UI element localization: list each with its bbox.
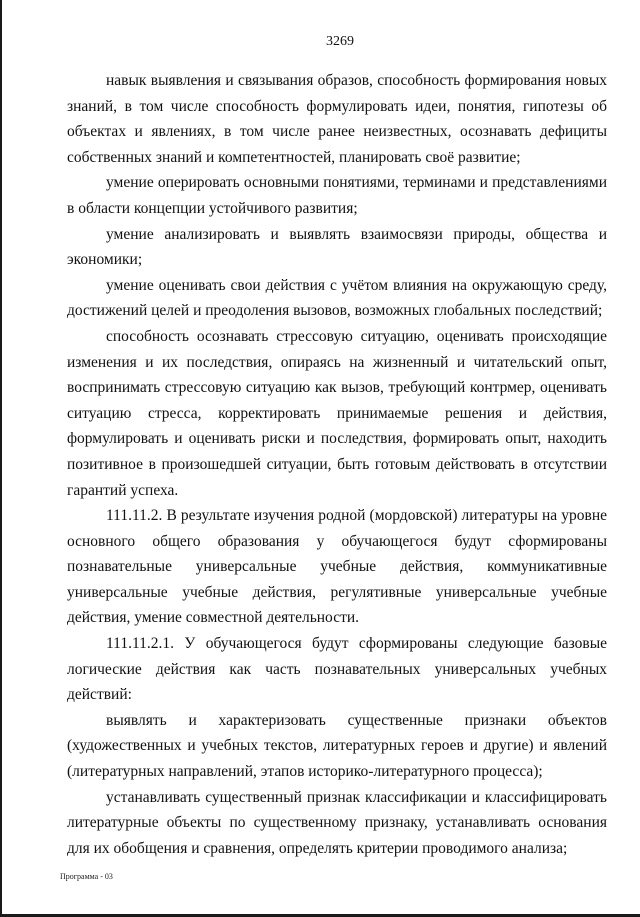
- body-text: [67, 68, 607, 861]
- page-left-edge: [0, 0, 2, 917]
- paragraph: умение оперировать основными понятиями, терминами и представлениями в области концепции устойчивого развития;: [67, 174, 607, 217]
- page-number: 3269: [326, 34, 354, 49]
- paragraph: умение оценивать свои действия с учётом влияния на окружающую среду, достижений целей и преодоления вызовов, возможных глобальных последствий;: [67, 276, 607, 320]
- paragraph: устанавливать существенный признак классификации и классифицировать литературные объекты по существенному признаку, устанавливать основания для их обобщения и сравнения, определять критерии проводимого анализа;: [67, 788, 607, 857]
- paragraph: способность осознавать стрессовую ситуацию, оценивать происходящие изменения и их последствия, опираясь на жизненный и читательский опыт, воспринимать стрессовую ситуацию как вызов, требующий контрмер, оценивать ситуацию стресса, корректировать принимаемые решения и действия, формулировать и оценивать риски и последствия, формировать опыт, находить позитивное в произошедшей ситуации, быть готовым действовать в отсутствии гарантий успеха.: [67, 327, 607, 499]
- paragraph: выявлять и характеризовать существенные признаки объектов (художественных и учебных текстов, литературных героев и другие) и явлений (литературных направлений, этапов историко-литературного процесса);: [67, 711, 607, 781]
- footer-label: Программа - 03: [60, 872, 113, 881]
- paragraph: умение анализировать и выявлять взаимосвязи природы, общества и экономики;: [67, 225, 607, 269]
- paragraph: 111.11.2.1. У обучающегося будут сформированы следующие базовые логические действия как часть познавательных универсальных учебных действий:: [67, 635, 607, 704]
- paragraph: 111.11.2. В результате изучения родной (мордовской) литературы на уровне основного общего образования у обучающегося будут сформированы познавательные универсальные учебные действия, коммуникативные универсальные учебные действия, регулятивные универсальные учебные действия, умение совместной деятельности.: [67, 507, 607, 627]
- paragraph: навык выявления и связывания образов, способность формирования новых знаний, в том числе способность формулировать идеи, понятия, гипотезы об объектах и явлениях, в том числе ранее неизвестных, осознавать дефициты собственных знаний и компетентностей, планировать своё развитие;: [67, 72, 607, 166]
